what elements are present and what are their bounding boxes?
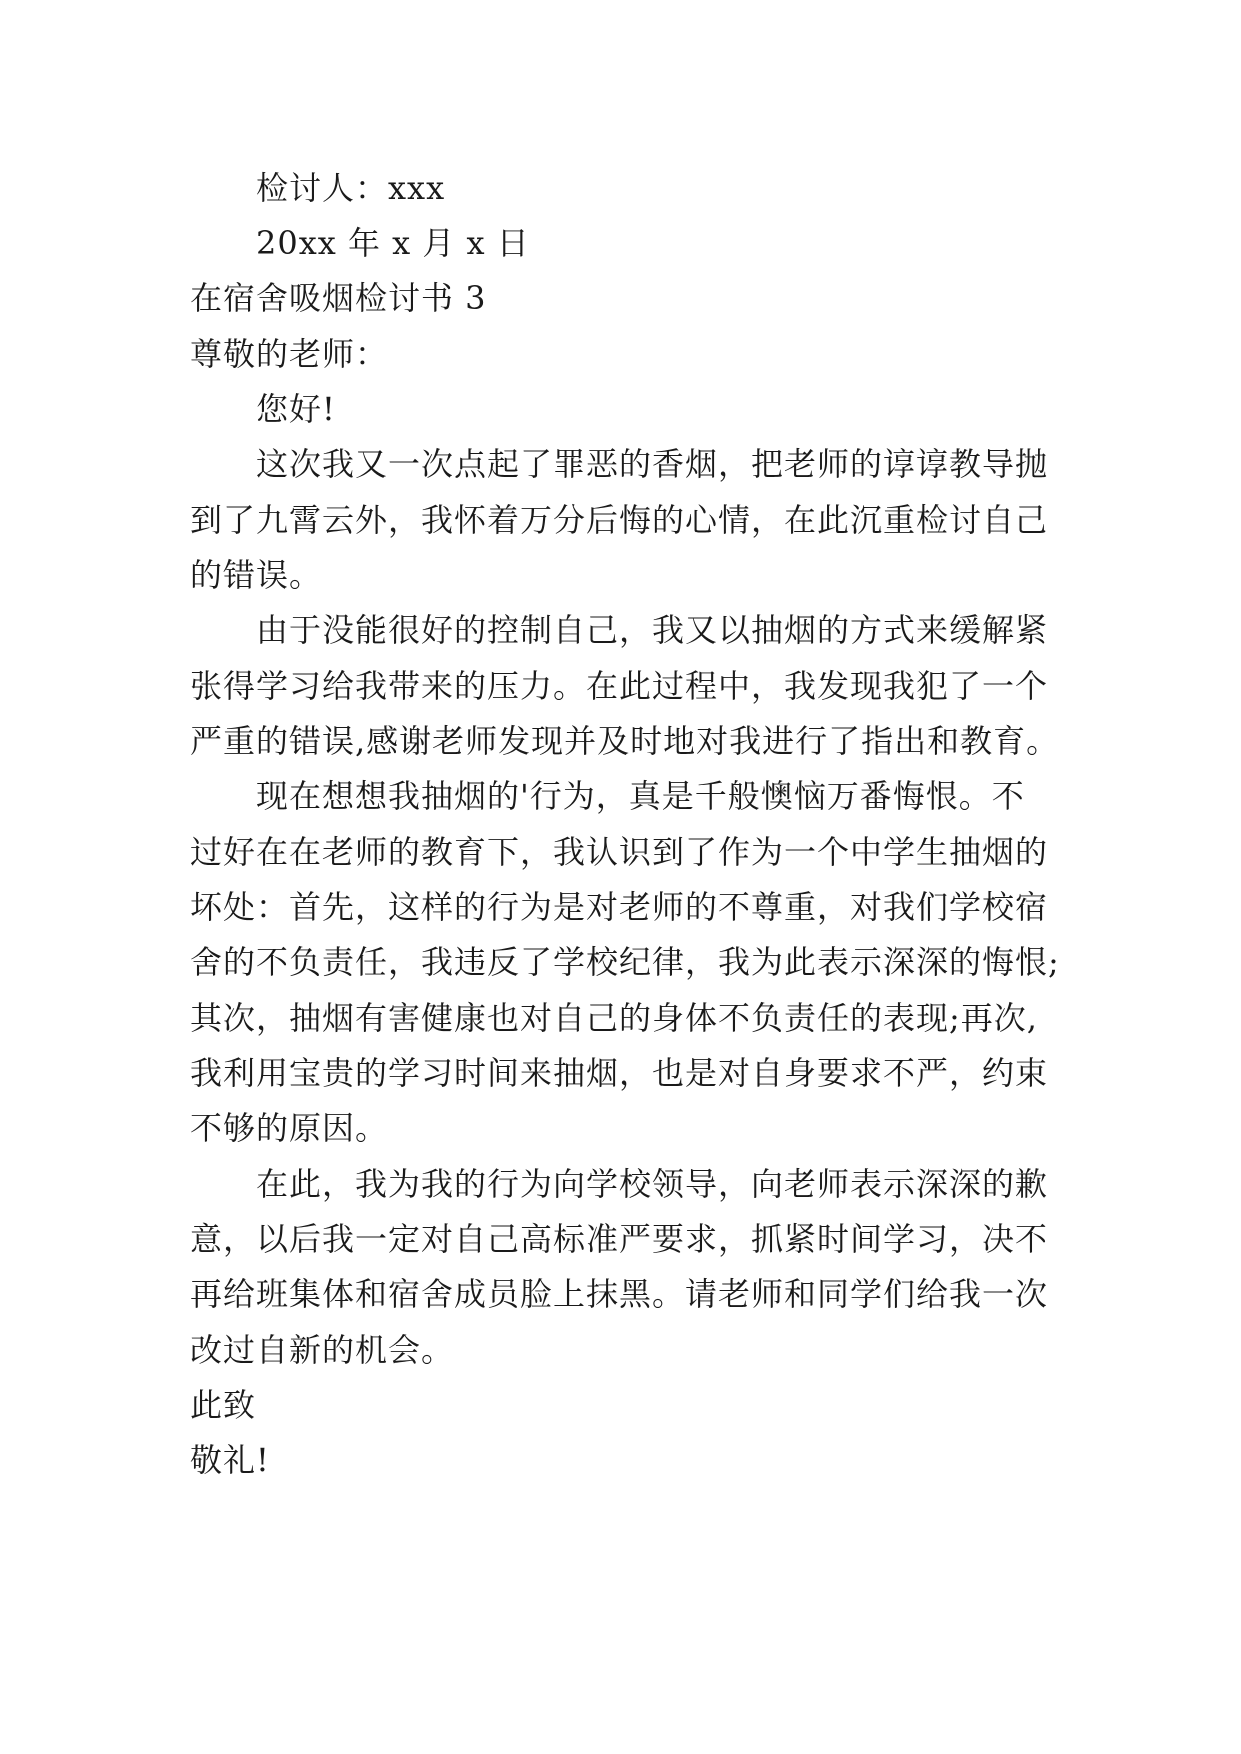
paragraph-line: 改过自新的机会。 bbox=[190, 1331, 455, 1369]
paragraph-line: 张得学习给我带来的压力。在此过程中，我发现我犯了一个 bbox=[190, 667, 1049, 705]
paragraph-line: 这次我又一次点起了罪恶的香烟，把老师的谆谆教导抛 bbox=[256, 445, 1049, 483]
greeting: 您好! bbox=[256, 390, 336, 428]
paragraph-line: 到了九霄云外，我怀着万分后悔的心情，在此沉重检讨自己 bbox=[190, 501, 1049, 539]
paragraph-line: 由于没能很好的控制自己，我又以抽烟的方式来缓解紧 bbox=[256, 611, 1049, 649]
paragraph-line: 舍的不负责任，我违反了学校纪律，我为此表示深深的悔恨; bbox=[190, 943, 1060, 981]
paragraph-line: 其次，抽烟有害健康也对自己的身体不负责任的表现;再次, bbox=[190, 999, 1038, 1037]
date-line: 20xx 年 x 月 x 日 bbox=[256, 224, 530, 262]
document-title: 在宿舍吸烟检讨书 3 bbox=[190, 279, 487, 317]
reviewer-line: 检讨人：xxx bbox=[256, 169, 446, 207]
closing-line: 此致 bbox=[190, 1386, 257, 1424]
paragraph-line: 在此，我为我的行为向学校领导，向老师表示深深的歉 bbox=[256, 1165, 1049, 1203]
paragraph-line: 我利用宝贵的学习时间来抽烟，也是对自身要求不严，约束 bbox=[190, 1054, 1049, 1092]
paragraph-line: 现在想想我抽烟的'行为，真是千般懊恼万番悔恨。不 bbox=[256, 777, 1025, 815]
paragraph-line: 再给班集体和宿舍成员脸上抹黑。请老师和同学们给我一次 bbox=[190, 1275, 1049, 1313]
paragraph-line: 严重的错误,感谢老师发现并及时地对我进行了指出和教育。 bbox=[190, 722, 1060, 760]
paragraph-line: 过好在在老师的教育下，我认识到了作为一个中学生抽烟的 bbox=[190, 833, 1049, 871]
paragraph-line: 意，以后我一定对自己高标准严要求，抓紧时间学习，决不 bbox=[190, 1220, 1049, 1258]
paragraph-line: 的错误。 bbox=[190, 556, 323, 594]
paragraph-line: 不够的原因。 bbox=[190, 1109, 389, 1147]
closing-line: 敬礼! bbox=[190, 1441, 270, 1479]
paragraph-line: 坏处：首先，这样的行为是对老师的不尊重，对我们学校宿 bbox=[190, 888, 1049, 926]
salutation: 尊敬的老师： bbox=[190, 335, 389, 373]
